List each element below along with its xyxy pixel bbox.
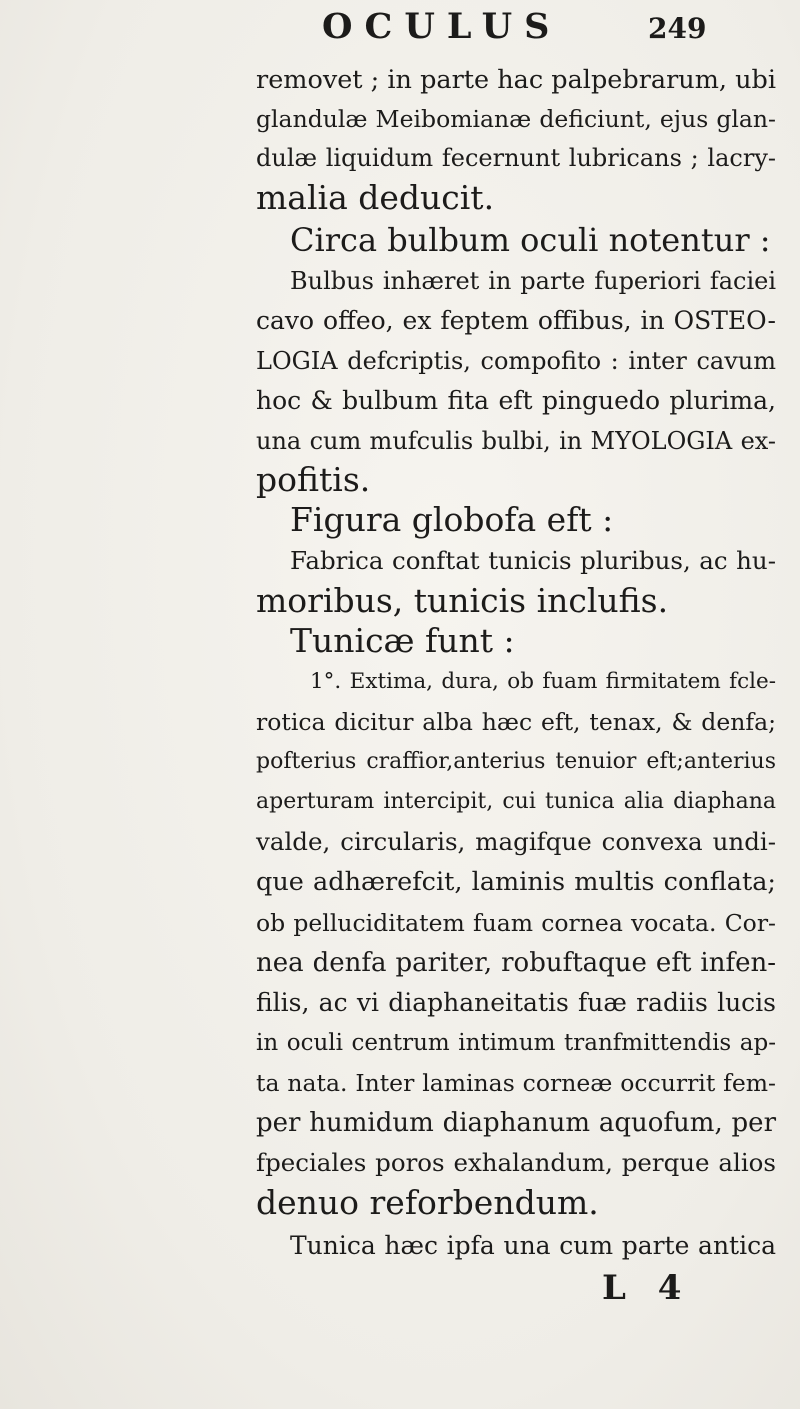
text-line: glandulæ Meibomianæ deficiunt, ejus glan- — [256, 105, 776, 133]
text-line: Fabrica conftat tunicis pluribus, ac hu- — [290, 546, 776, 575]
text-line: dulæ liquidum fecernunt lubricans ; lacry- — [256, 144, 776, 172]
signature-mark: L 4 — [602, 1268, 692, 1308]
text-line: moribus, tunicis inclufis. — [256, 581, 669, 620]
text-line: malia deducit. — [256, 178, 495, 217]
text-line: aperturam intercipit, cui tunica alia diaphana — [256, 789, 776, 814]
text-line: fpeciales poros exhalandum, perque alios — [256, 1148, 776, 1177]
text-line: valde, circularis, magifque convexa undi- — [256, 827, 776, 856]
text-line: nea denfa pariter, robuftaque eft infen- — [256, 948, 776, 978]
text-line: per humidum diaphanum aquofum, per — [256, 1108, 776, 1138]
text-line: pofterius craffior,anterius tenuior eft;anterius — [256, 749, 776, 774]
text-line: 1°. Extima, dura, ob fuam firmitatem fcle- — [310, 669, 776, 694]
text-line: ta nata. Inter laminas corneæ occurrit fem- — [256, 1069, 776, 1097]
page-number: 249 — [648, 12, 707, 45]
text-line: Circa bulbum oculi notentur : — [290, 221, 771, 259]
text-line: removet ; in parte hac palpebrarum, ubi — [256, 65, 776, 95]
text-line: Tunica hæc ipfa una cum parte antica — [290, 1231, 776, 1260]
text-line: ob pelluciditatem fuam cornea vocata. Cor- — [256, 909, 776, 937]
text-line: in oculi centrum intimum tranfmittendis ap- — [256, 1030, 776, 1056]
text-line: Bulbus inhæret in parte fuperiori faciei — [290, 267, 776, 295]
text-line: rotica dicitur alba hæc eft, tenax, & denfa; — [256, 708, 776, 736]
text-line: cavo offeo, ex feptem offibus, in OSTEO- — [256, 306, 776, 335]
text-line: Tunicæ funt : — [290, 621, 515, 660]
text-line: hoc & bulbum fita eft pinguedo plurima, — [256, 386, 776, 415]
text-line: una cum mufculis bulbi, in MYOLOGIA ex- — [256, 427, 776, 455]
text-line: Figura globofa eft : — [290, 500, 614, 539]
text-line: que adhærefcit, laminis multis conflata; — [256, 867, 776, 897]
running-head: OCULUS — [322, 6, 562, 47]
text-line: LOGIA defcriptis, compofito : inter cavum — [256, 347, 776, 375]
text-line: denuo reforbendum. — [256, 1183, 599, 1222]
text-line: filis, ac vi diaphaneitatis fuæ radiis lucis — [256, 988, 776, 1017]
text-line: pofitis. — [256, 460, 371, 499]
